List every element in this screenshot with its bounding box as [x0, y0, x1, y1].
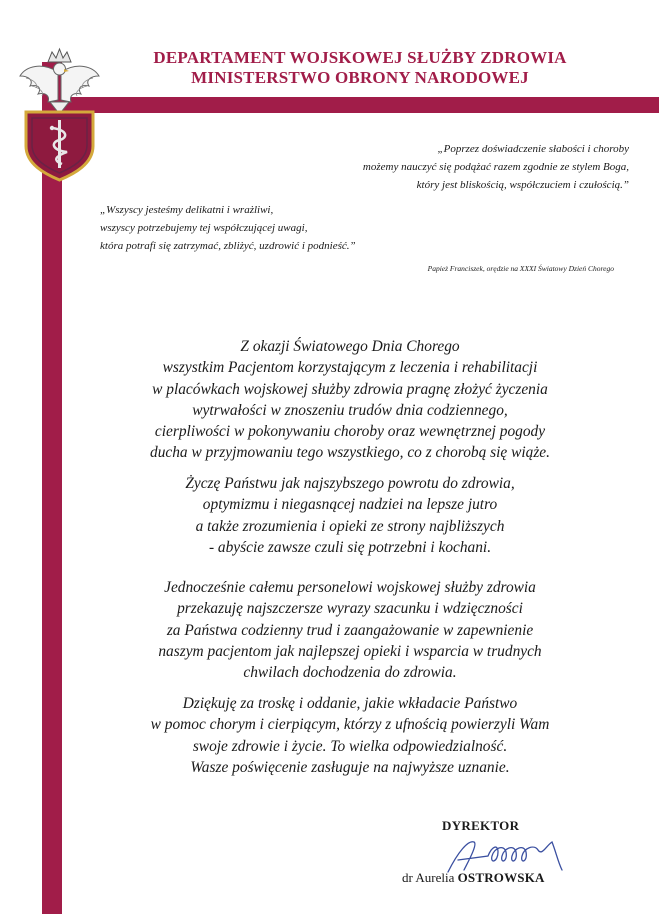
letter-line: przekazuję najszczersze wyrazy szacunku i wdzięczności [177, 600, 523, 618]
signer-title: DYREKTOR [442, 818, 520, 833]
letter-line: za Państwa codzienny trud i zaangażowanie w zapewnienie [166, 621, 534, 639]
quote-line: która potrafi się zatrzymać, zbliżyć, uzdrowić i podnieść.” [100, 240, 356, 252]
letter-line: cierpliwości w pokonywaniu choroby oraz wewnętrznej pogody [154, 423, 546, 441]
quote-block-2 [100, 201, 356, 255]
letter-paragraph-4 [70, 693, 630, 778]
horizontal-accent-bar [42, 97, 659, 113]
quote-line: „Poprzez doświadczenie słabości i choroby [437, 143, 629, 155]
signer-surname: OSTROWSKA [457, 870, 545, 885]
vertical-accent-bar [42, 62, 62, 914]
letter-line: optymizmu i niegasnącej nadziei na lepsze jutro [202, 496, 498, 514]
document-header [120, 48, 600, 88]
letter-paragraph-2 [70, 473, 630, 558]
letter-line: ducha w przyjmowaniu tego wszystkiego, co z chorobą się wiąże. [150, 444, 550, 462]
quote-line: możemy nauczyć się podążać razem zgodnie ze stylem Boga, [362, 161, 629, 173]
header-line-1: DEPARTAMENT WOJSKOWEJ SŁUŻBY ZDROWIA [153, 48, 567, 67]
letter-line: Z okazji Światowego Dnia Chorego [240, 338, 460, 355]
letter-line: wytrwałości w znoszeniu trudów dnia codziennego, [192, 401, 508, 419]
quote-source: Papież Franciszek, orędzie na XXXI Światowy Dzień Chorego [427, 264, 614, 273]
letter-line: chwilach dochodzenia do zdrowia. [243, 664, 457, 682]
letter-line: w placówkach wojskowej służby zdrowia pragnę złożyć życzenia [152, 380, 548, 398]
quote-block-1 [363, 140, 629, 194]
header-line-2: MINISTERSTWO OBRONY NARODOWEJ [191, 68, 529, 87]
signer-name [402, 870, 545, 886]
signer-prefix: dr Aurelia [402, 870, 455, 885]
quote-line: wszyscy potrzebujemy tej współczującej uwagi, [100, 222, 308, 234]
letter-line: Dziękuję za troskę i oddanie, jakie wkładacie Państwo [182, 695, 518, 712]
letter-line: swoje zdrowie i życie. To wielka odpowiedzialność. [192, 737, 508, 755]
letter-line: Życzę Państwu jak najszybszego powrotu do zdrowia, [185, 475, 515, 492]
letter-line: w pomoc chorym i cierpiącym, którzy z ufnością powierzyli Wam [150, 716, 550, 734]
letter-line: - abyście zawsze czuli się potrzebni i kochani. [208, 538, 492, 556]
letter-line: naszym pacjentom jak najlepszej opieki i wsparcia w trudnych [158, 642, 542, 660]
letter-line: Wasze poświęcenie zasługuje na najwyższe uznanie. [190, 758, 510, 776]
letter-line: a także zrozumienia i opieki ze strony najbliższych [195, 517, 505, 535]
letter-line: wszystkim Pacjentom korzystającym z leczenia i rehabilitacji [162, 359, 538, 377]
letter-paragraph-1 [70, 336, 630, 464]
letter-paragraph-3 [70, 577, 630, 683]
quote-line: „Wszyscy jesteśmy delikatni i wrażliwi, [100, 204, 274, 216]
quote-line: który jest bliskością, współczuciem i czułością.” [416, 179, 629, 191]
eagle-and-rod-of-asclepius-shield-icon [12, 42, 107, 182]
letter-line: Jednocześnie całemu personelowi wojskowej służby zdrowia [164, 579, 536, 596]
